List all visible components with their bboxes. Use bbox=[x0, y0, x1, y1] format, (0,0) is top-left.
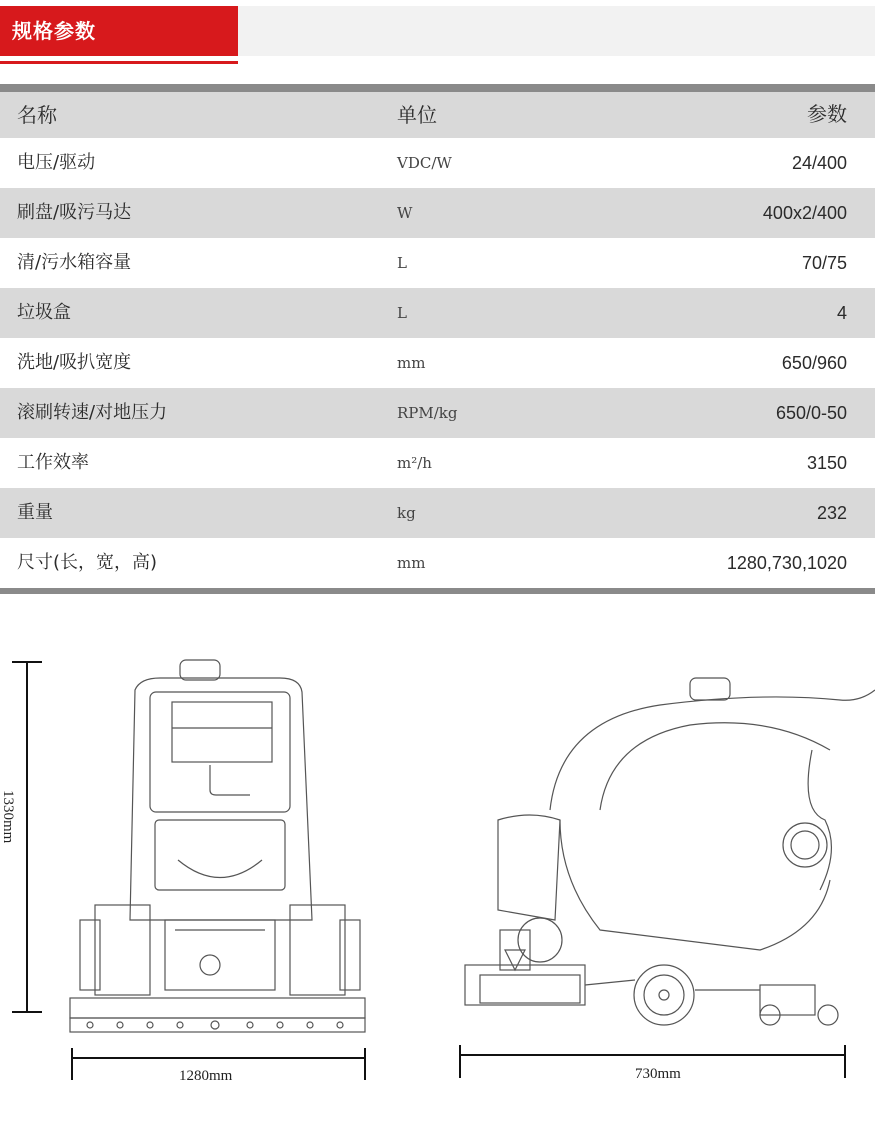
row-unit: mm bbox=[397, 354, 426, 372]
row-unit: L bbox=[397, 304, 407, 322]
row-value: 650/0-50 bbox=[775, 403, 847, 423]
row-name: 重量 bbox=[17, 502, 53, 523]
row-name: 刷盘/吸污马达 bbox=[17, 202, 132, 223]
section-header bbox=[0, 0, 875, 66]
table-row bbox=[0, 538, 875, 588]
row-name: 电压/驱动 bbox=[17, 152, 96, 173]
column-header-name: 名称 bbox=[17, 103, 57, 127]
row-name: 滚刷转速/对地压力 bbox=[17, 402, 168, 423]
row-value: 4 bbox=[836, 303, 847, 323]
column-header-unit: 单位 bbox=[397, 103, 437, 127]
row-unit: kg bbox=[397, 504, 416, 522]
section-title: 规格参数 bbox=[0, 6, 238, 56]
row-unit: L bbox=[397, 254, 407, 272]
row-value: 24/400 bbox=[791, 153, 847, 173]
row-unit: m²/h bbox=[397, 454, 432, 472]
height-label: 1330mm bbox=[0, 790, 16, 844]
row-value: 70/75 bbox=[801, 253, 847, 273]
spec-table bbox=[0, 84, 875, 594]
row-name: 工作效率 bbox=[17, 452, 89, 473]
header-background bbox=[238, 6, 875, 56]
dimension-drawings bbox=[0, 630, 875, 1110]
row-unit: VDC/W bbox=[397, 154, 452, 172]
table-row bbox=[0, 288, 875, 338]
table-row bbox=[0, 188, 875, 238]
table-row bbox=[0, 438, 875, 488]
front-view-drawing bbox=[70, 660, 365, 1032]
row-name: 洗地/吸扒宽度 bbox=[17, 352, 132, 373]
side-width-label: 730mm bbox=[635, 1066, 681, 1082]
row-value: 1280,730,1020 bbox=[726, 553, 847, 573]
table-row bbox=[0, 138, 875, 188]
column-header-value: 参数 bbox=[807, 104, 847, 126]
row-name: 垃圾盒 bbox=[17, 302, 71, 323]
header-underline bbox=[0, 61, 238, 64]
row-name: 尺寸(长，宽，高) bbox=[17, 552, 158, 573]
table-row bbox=[0, 238, 875, 288]
side-view-drawing bbox=[465, 678, 875, 1025]
table-row bbox=[0, 488, 875, 538]
table-bottom-bar bbox=[0, 588, 875, 594]
table-row bbox=[0, 388, 875, 438]
table-top-bar bbox=[0, 84, 875, 92]
row-value: 232 bbox=[816, 503, 847, 523]
row-value: 400x2/400 bbox=[762, 203, 847, 223]
table-header-row bbox=[0, 92, 875, 138]
row-unit: RPM/kg bbox=[397, 404, 458, 422]
front-width-label: 1280mm bbox=[179, 1068, 233, 1084]
row-name: 清/污水箱容量 bbox=[17, 252, 132, 273]
row-value: 650/960 bbox=[781, 353, 847, 373]
table-row bbox=[0, 338, 875, 388]
row-value: 3150 bbox=[806, 453, 847, 473]
row-unit: W bbox=[397, 204, 413, 222]
row-unit: mm bbox=[397, 554, 426, 572]
